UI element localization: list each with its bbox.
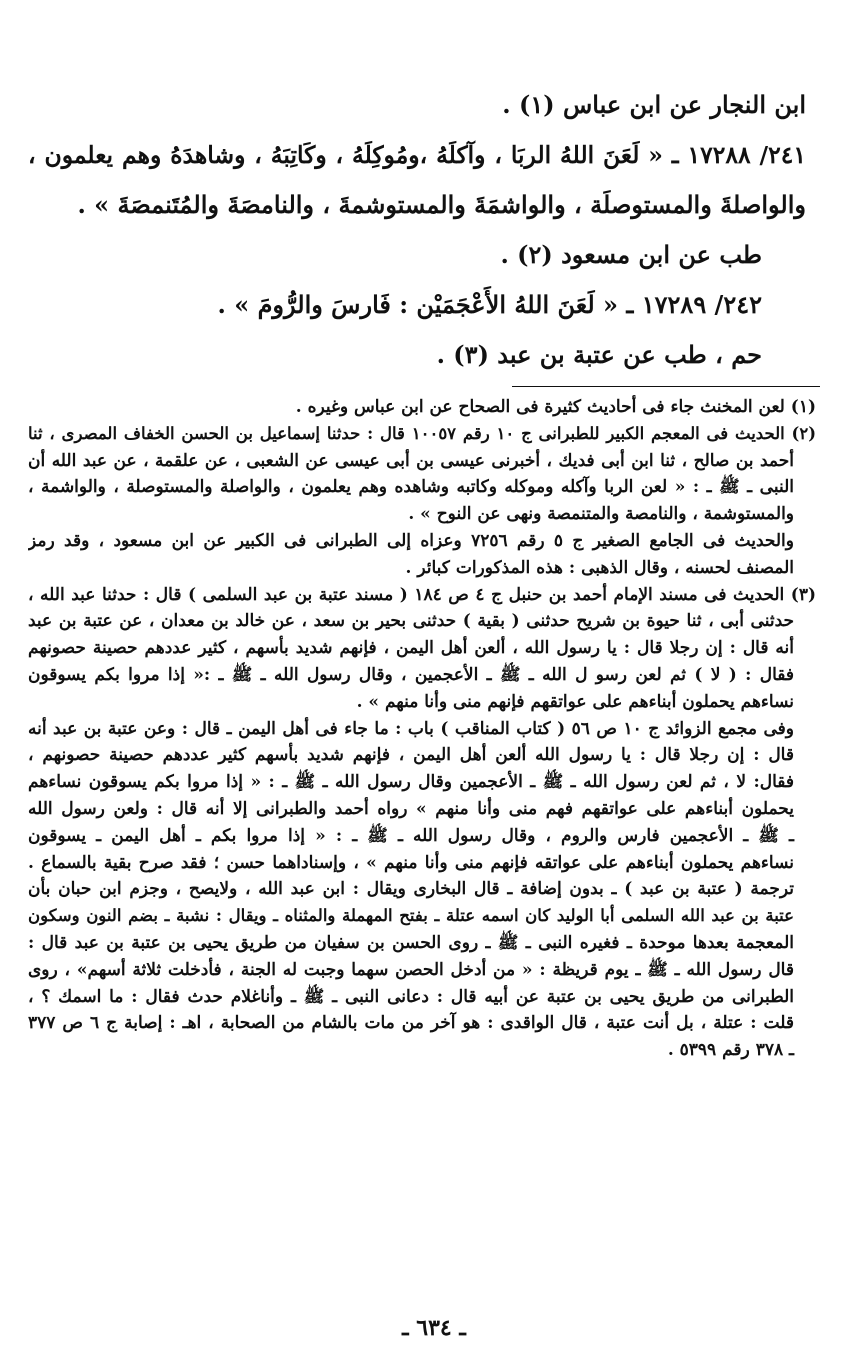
footnote-line: فقال: لا ، ثم لعن رسول الله ـ ﷺ ـ الأعجمين وقال رسول الله ـ ﷺ ـ : « إذا مروا بكم يسوقون نساءهم bbox=[28, 772, 794, 793]
footnote-line: يحملون أبناءهم على عواتقهم فهم منى وأنا منهم » رواه أحمد والطبرانى إلا أنه قال : ولعن رسول الله bbox=[28, 798, 794, 819]
footnote-line: أحمد بن صالح ، ثنا ابن أبى فديك ، أخبرنى عيسى بن أبى عيسى عن الشعبى ، عن علقمة ، عن عبد الله أن bbox=[28, 450, 794, 471]
footnote-line: عتبة بن عبد الله السلمى أبا الوليد كان اسمه عتلة ـ بفتح المهملة والمثناه ـ ويقال : نشبة ـ بضم النون وسكون bbox=[28, 906, 794, 926]
source-line: حم ، طب عن عتبة بن عبد (٣) . bbox=[436, 340, 762, 369]
footnote-line: ترجمة ( عتبة بن عبد ) ـ بدون إضافة ـ قال البخارى ويقال : ابن عبد الله ، ولايصح ، وجزم ابن حبان بأن bbox=[28, 879, 794, 900]
footnote-line: (٣) الحديث فى مسند الإمام أحمد بن حنبل ج ٤ ص ١٨٤ ( مسند عتبة بن عبد السلمى ) قال : حدثنا عبد الله ، bbox=[28, 584, 816, 605]
footnote-line: النبى ـ ﷺ ـ : « لعن الربا وآكله وموكله وكاتبه وشاهده وهم يعلمون ، والواصلة والمستوصلة ، والواشمة ، bbox=[28, 477, 794, 498]
footnote-line: وفى مجمع الزوائد ج ١٠ ص ٥٦ ( كتاب المناقب ) باب : ما جاء فى أهل اليمن ـ قال : وعن عتبة بن عبد أنه bbox=[28, 718, 795, 739]
footnote-line: ـ ﷺ ـ الأعجمين فارس والروم ، وقال رسول الله ـ ﷺ ـ : « إذا مروا بكم ـ أهل اليمن ـ يسوقون bbox=[28, 825, 794, 846]
footnote-line: فقال : ( لا ) ثم لعن رسو ل الله ـ ﷺ ـ الأعجمين ، وقال رسول الله ـ ﷺ ـ :« إذا مروا بكم يسوقون bbox=[28, 664, 794, 685]
footnote-line: (١) لعن المخنث جاء فى أحاديث كثيرة فى الصحاح عن ابن عباس وغيره . bbox=[295, 397, 816, 417]
hadith-text-line: ٢٤٢/ ١٧٢٨٩ ـ « لَعَنَ اللهُ الأَعْجَمَيْن : فَارسَ والرُّومَ » . bbox=[217, 290, 762, 319]
footnote-line: حدثنى أبى ، ثنا حيوة بن شريح حدثنى ( بقية ) حدثنى بحير بن سعد ، عن خالد بن معدان ، عن عتبة بن عبد bbox=[28, 611, 794, 632]
footnote-line: ـ ٣٧٨ رقم ٥٣٩٩ . bbox=[667, 1040, 794, 1061]
footnote-line: أنه قال : إن رجلا قال : يا رسول الله ، ألعن أهل اليمن ، فإنهم شديد بأسهم ، كثير عددهم حصينة حصونهم bbox=[28, 638, 794, 659]
footnote-line: (٢) الحديث فى المعجم الكبير للطبرانى ج ١٠ رقم ١٠٠٥٧ قال : حدثنا إسماعيل بن الحسن الخفاف المصرى ، ثنا bbox=[28, 423, 816, 443]
source-line: طب عن ابن مسعود (٢) . bbox=[500, 240, 762, 269]
hadith-text-line: ٢٤١/ ١٧٢٨٨ ـ « لَعَنَ اللهُ الربَا ، وآكلَهُ ،ومُوكِلَهُ ، وكَاتِبَهُ ، وشاهدَهُ وهم يعلمون ، bbox=[28, 141, 806, 169]
footnote-line: الطبرانى من طريق يحيى بن عتبة عن أبيه قال : دعانى النبى ـ ﷺ ـ وأناغلام حدث فقال : ما اسمك ؟ ، bbox=[28, 986, 794, 1007]
footnotes bbox=[28, 394, 816, 1064]
footnote-line: والحديث فى الجامع الصغير ج ٥ رقم ٧٢٥٦ وعزاه إلى الطبرانى فى الكبير عن ابن مسعود ، وقد رمز bbox=[28, 530, 794, 551]
footnote-line: قال : إن رجلا قال : يا رسول الله ألعن أهل اليمن ، فإنهم شديد بأسهم كثير عددهم حصينة حصونهم ، bbox=[28, 745, 794, 766]
footnote-line: المصنف لحسنه ، وقال الذهبى : هذه المذكورات كبائر . bbox=[405, 557, 794, 578]
main-text bbox=[28, 80, 806, 380]
hadith-text-line: والواصلةَ والمستوصلَة ، والواشمَةَ والمستوشمةَ ، والنامصَةَ والمُتَنمصَةَ » . bbox=[77, 190, 806, 219]
footnote-line: نساءهم يحملون أبناءهم على عواتقه فإنهم منى وأنا منهم » ، وإسناداهما حسن ؛ فقد صرح بقية بالسماع . bbox=[28, 852, 794, 873]
footnote-line: قلت : عتلة ، بل أنت عتبة ، قال الواقدى : هو آخر من مات بالشام من الصحابة ، اهـ : إصابة ج ٦ ص ٣٧٧ bbox=[28, 1013, 794, 1034]
footnote-divider bbox=[512, 386, 820, 387]
page-number: ـ ٦٣٤ ـ bbox=[402, 1315, 466, 1341]
source-line: ابن النجار عن ابن عباس (١) . bbox=[502, 90, 806, 119]
footnote-line: والمستوشمة ، والنامصة والمتنمصة ونهى عن النوح » . bbox=[408, 504, 794, 525]
footnote-line: نساءهم يحملون أبناءهم على عواتقهم فإنهم منى وأنا منهم » . bbox=[356, 691, 794, 712]
footnote-line: قال رسول الله ـ ﷺ ـ يوم قريظة : « من أدخل الحصن سهما وجبت له الجنة ، فأدخلت ثلاثة أسهم» ، روى bbox=[28, 959, 794, 980]
footnote-line: المعجمة بعدها موحدة ـ فغيره النبى ـ ﷺ ـ روى الحسن بن سفيان من طريق يحيى بن عتبة بن عبد قال : bbox=[28, 932, 794, 953]
